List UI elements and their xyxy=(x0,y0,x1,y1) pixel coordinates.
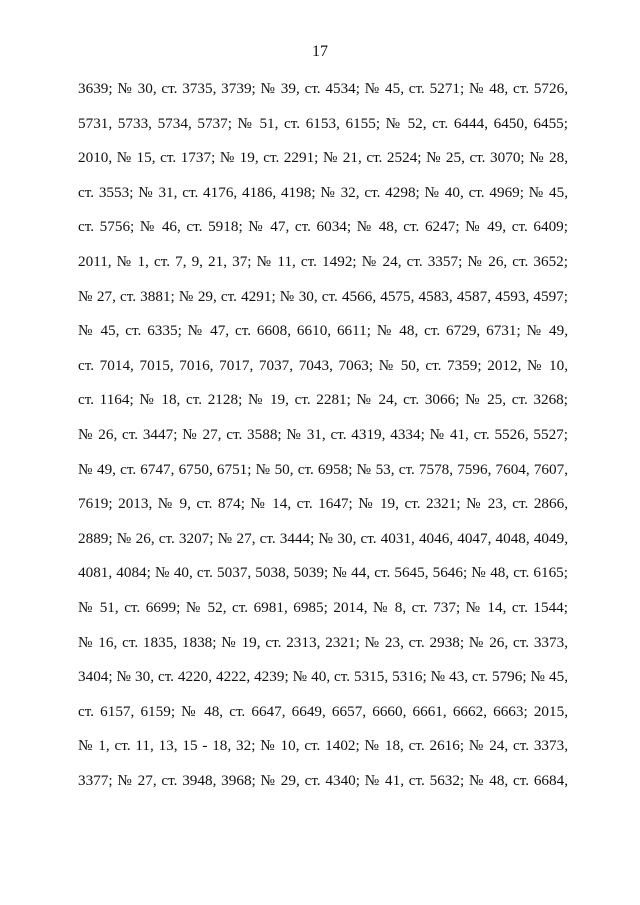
text-line: № 1, ст. 11, 13, 15 - 18, 32; № 10, ст. 1402; № 18, ст. 2616; № 24, ст. 3373, xyxy=(78,737,568,755)
text-line: 3639; № 30, ст. 3735, 3739; № 39, ст. 4534; № 45, ст. 5271; № 48, ст. 5726, xyxy=(78,80,568,97)
text-line: № 49, ст. 6747, 6750, 6751; № 50, ст. 6958; № 53, ст. 7578, 7596, 7604, 7607, xyxy=(78,460,568,478)
text-line: 2011, № 1, ст. 7, 9, 21, 37; № 11, ст. 1492; № 24, ст. 3357; № 26, ст. 3652; xyxy=(78,252,568,270)
text-line: 3377; № 27, ст. 3948, 3968; № 29, ст. 4340; № 41, ст. 5632; № 48, ст. 6684, xyxy=(78,771,568,789)
text-line: № 26, ст. 3447; № 27, ст. 3588; № 31, ст. 4319, 4334; № 41, ст. 5526, 5527; xyxy=(78,425,568,443)
text-line: ст. 6157, 6159; № 48, ст. 6647, 6649, 6657, 6660, 6661, 6662, 6663; 2015, xyxy=(78,702,568,720)
body-text xyxy=(78,76,568,802)
text-line: № 45, ст. 6335; № 47, ст. 6608, 6610, 6611; № 48, ст. 6729, 6731; № 49, xyxy=(78,322,568,340)
page-number: 17 xyxy=(312,43,328,60)
text-line: № 51, ст. 6699; № 52, ст. 6981, 6985; 2014, № 8, ст. 737; № 14, ст. 1544; xyxy=(78,598,568,616)
text-line: 2889; № 26, ст. 3207; № 27, ст. 3444; № 30, ст. 4031, 4046, 4047, 4048, 4049, xyxy=(78,529,568,547)
text-line: ст. 7014, 7015, 7016, 7017, 7037, 7043, 7063; № 50, ст. 7359; 2012, № 10, xyxy=(78,356,568,374)
text-line: 3404; № 30, ст. 4220, 4222, 4239; № 40, ст. 5315, 5316; № 43, ст. 5796; № 45, xyxy=(78,668,568,686)
text-line: 7619; 2013, № 9, ст. 874; № 14, ст. 1647; № 19, ст. 2321; № 23, ст. 2866, xyxy=(78,495,568,513)
text-line: 2010, № 15, ст. 1737; № 19, ст. 2291; № 21, ст. 2524; № 25, ст. 3070; № 28, xyxy=(78,149,568,167)
text-line: № 16, ст. 1835, 1838; № 19, ст. 2313, 2321; № 23, ст. 2938; № 26, ст. 3373, xyxy=(78,633,568,651)
text-line: № 27, ст. 3881; № 29, ст. 4291; № 30, ст. 4566, 4575, 4583, 4587, 4593, 4597; xyxy=(78,287,568,305)
text-line: ст. 5756; № 46, ст. 5918; № 47, ст. 6034; № 48, ст. 6247; № 49, ст. 6409; xyxy=(78,218,568,236)
text-line: 5731, 5733, 5734, 5737; № 51, ст. 6153, 6155; № 52, ст. 6444, 6450, 6455; xyxy=(78,114,568,132)
text-line: 4081, 4084; № 40, ст. 5037, 5038, 5039; № 44, ст. 5645, 5646; № 48, ст. 6165; xyxy=(78,564,568,582)
text-line: ст. 3553; № 31, ст. 4176, 4186, 4198; № 32, ст. 4298; № 40, ст. 4969; № 45, xyxy=(78,183,568,201)
text-line: ст. 1164; № 18, ст. 2128; № 19, ст. 2281; № 24, ст. 3066; № 25, ст. 3268; xyxy=(78,391,568,409)
